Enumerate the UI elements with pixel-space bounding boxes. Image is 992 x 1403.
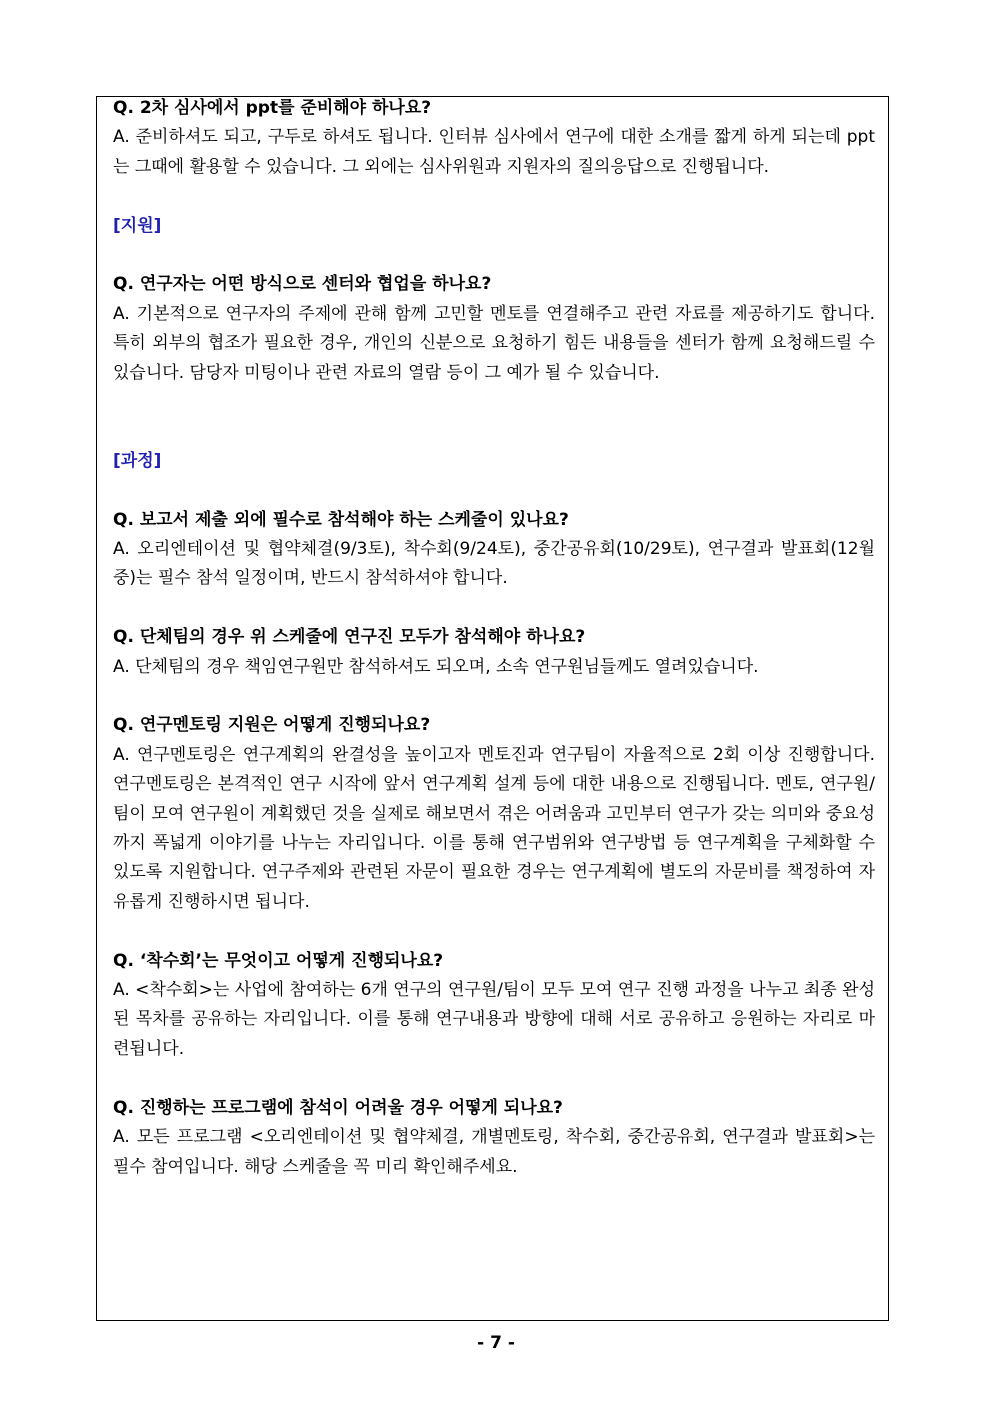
spacer xyxy=(113,917,875,946)
faq-answer: A. 연구멘토링은 연구계획의 완결성을 높이고자 멘토진과 연구팀이 자율적으로 2회 이상 진행합니다. 연구멘토링은 본격적인 연구 시작에 앞서 연구계획 설계 등에 대한 내용으로 진행됩니다. 멘토, 연구원/팀이 모여 연구원이 계획했던 것을 실제로 해보면서 겪은 어려움과 고민부터 연구가 갖는 의미와 중요성까지 폭넓게 이야기를 나누는 자리입니다. 이를 통해 연구범위와 연구방법 등 연구계획을 구체화할 수 있도록 지원합니다. 연구주제와 관련된 자문이 필요한 경우는 연구계획에 별도의 자문비를 책정하여 자유롭게 진행하시면 됩니다. xyxy=(113,744,875,912)
faq-answer: A. 단체팀의 경우 책임연구원만 참석하셔도 되오며, 소속 연구원님들께도 열려있습니다. xyxy=(113,656,759,677)
spacer xyxy=(113,182,875,211)
spacer xyxy=(113,388,875,447)
faq-answer: A. 모든 프로그램 <오리엔테이션 및 협약체결, 개별멘토링, 착수회, 중간공유회, 연구결과 발표회>는 필수 참여입니다. 해당 스케줄을 꼭 미리 확인해주세요. xyxy=(113,1127,875,1177)
spacer xyxy=(113,241,875,270)
faq-question: Q. 연구자는 어떤 방식으로 센터와 협업을 하나요? xyxy=(113,274,492,295)
faq-answer: A. 준비하셔도 되고, 구두로 하셔도 됩니다. 인터뷰 심사에서 연구에 대한 소개를 짧게 하게 되는데 ppt는 그때에 활용할 수 있습니다. 그 외에는 심사위원과 지원자의 질의응답으로 진행됩니다. xyxy=(113,127,875,177)
faq-question: Q. ‘착수회’는 무엇이고 어떻게 진행되나요? xyxy=(113,950,444,971)
faq-question: Q. 진행하는 프로그램에 참석이 어려울 경우 어떻게 되나요? xyxy=(113,1097,563,1118)
section-heading-support: [지원] xyxy=(113,215,162,236)
section-heading-process: [과정] xyxy=(113,450,162,471)
faq-question: Q. 2차 심사에서 ppt를 준비해야 하나요? xyxy=(113,98,432,118)
page-number: - 7 - xyxy=(477,1333,515,1353)
faq-question: Q. 연구멘토링 지원은 어떻게 진행되나요? xyxy=(113,715,431,736)
faq-answer: A. 오리엔테이션 및 협약체결(9/3토), 착수회(9/24토), 중간공유회(10/29토), 연구결과 발표회(12월 중)는 필수 참석 일정이며, 반드시 참석하셔야 합니다. xyxy=(113,539,875,589)
faq-question: Q. 보고서 제출 외에 필수로 참석해야 하는 스케줄이 있나요? xyxy=(113,509,569,530)
spacer xyxy=(113,476,875,505)
faq-answer: A. 기본적으로 연구자의 주제에 관해 함께 고민할 멘토를 연결해주고 관련 자료를 제공하기도 합니다. 특히 외부의 협조가 필요한 경우, 개인의 신분으로 요청하기 힘든 내용들을 센터가 함께 요청해드릴 수 있습니다. 담당자 미팅이나 관련 자료의 열람 등이 그 예가 될 수 있습니다. xyxy=(113,303,875,383)
spacer xyxy=(113,682,875,711)
faq-answer: A. <착수회>는 사업에 참여하는 6개 연구의 연구원/팀이 모두 모여 연구 진행 과정을 나누고 최종 완성된 목차를 공유하는 자리입니다. 이를 통해 연구내용과 방향에 대해 서로 공유하고 응원하는 자리로 마련됩니다. xyxy=(113,980,875,1059)
faq-content xyxy=(113,94,875,1182)
faq-question: Q. 단체팀의 경우 위 스케줄에 연구진 모두가 참석해야 하나요? xyxy=(113,627,586,648)
spacer xyxy=(113,594,875,623)
spacer xyxy=(113,1064,875,1093)
